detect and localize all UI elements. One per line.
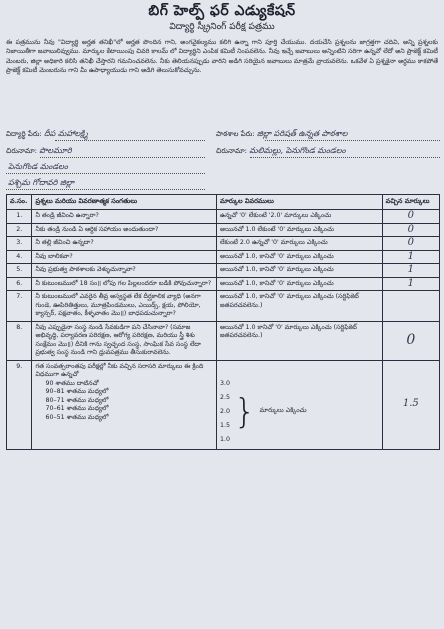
row-score: 1 xyxy=(382,250,439,264)
table-row xyxy=(7,237,440,251)
row-question: నీకు తండ్రి నుండి ఏ ఆర్థిక సహాయం అందుతుందా? xyxy=(32,223,216,237)
row-number: 3. xyxy=(7,237,32,251)
student-address-line3: పశ్చిమ గోదావరి జిల్లా xyxy=(8,178,75,187)
row-number: 6. xyxy=(7,277,32,291)
student-address-line2: పెనుగొండ మండలం xyxy=(8,162,68,171)
marks-scale-values xyxy=(220,377,230,447)
screening-table xyxy=(6,194,440,450)
row-marks-rule: అయినచో 1.0, కానిచో '0' మార్కులు ఎక్కించు xyxy=(216,277,382,291)
header-questions: ప్రశ్నలు మరియు వివరణాత్మక సంగతులు xyxy=(32,195,216,210)
row-number: 9. xyxy=(7,360,32,449)
grade-band: 80–71 శాతము మధ్యలో xyxy=(45,396,109,404)
row-marks-rule: అయినచో 1.0 లేకుంటే '0' మార్కులు ఎక్కించు xyxy=(216,223,382,237)
grade-band: 90–81 శాతము మధ్యలో xyxy=(45,388,109,395)
scale-value: 2.0 xyxy=(219,407,230,415)
row-marks-rule: మార్కులు ఎక్కించు xyxy=(259,407,307,415)
row-number: 4. xyxy=(7,250,32,264)
row-number: 8. xyxy=(7,321,32,360)
header-marks-details: మార్కుల వివరములు xyxy=(216,195,382,210)
row-marks-rule: అయినచో 1.0, కానిచో '0' మార్కులు ఎక్కించు xyxy=(216,264,382,278)
row-marks-rule: అయినచో 1.0, కానిచో '0' మార్కులు ఎక్కించు xyxy=(216,250,382,264)
student-address-line1: పొలమూరి xyxy=(39,146,72,155)
row-score: 0 xyxy=(382,321,439,360)
row-question: నీవు ప్రభుత్వ పాఠశాలకు వెళ్ళుచున్నావా? xyxy=(32,264,216,278)
student-address-dotline-2 xyxy=(6,173,205,174)
table-row xyxy=(7,277,440,291)
row-question-block xyxy=(32,360,216,449)
grade-band: 90 శాతము దాటినచో xyxy=(45,379,99,387)
row-marks-rule: ఉన్నచో '0' లేకుంటే '2.0' మార్కులు ఎక్కించు xyxy=(216,210,382,224)
row-number: 1. xyxy=(7,210,32,224)
grade-band: 60–51 శాతము మధ్యలో xyxy=(45,413,109,421)
form-title: బిగ్ హెల్ప్ ఫర్ ఎడ్యుకేషన్ xyxy=(148,3,296,19)
school-address-label: చిరునామా xyxy=(216,147,245,155)
instructions-paragraph: ఈ పత్రమును నీవు "విద్యార్థి అర్హత తనిఖీ"లో అర్హత పొందిన గాని, అంగవైకల్యము కలిగి ఉన్నా గాని పూర్తి చేయుము. దయచేసి ప్రశ్నలను జాగ్రత్తగా చదివి, అన్ని ప్రశ్నలకు నిజాయితీగా జవాబులివ్వుము. మార్కుల కేటాయింపు చివరి కాలమ్ లో విద్యార్థిని ఎంపిక కమిటీ నింపవలెను. నీవు ఇచ్చే జవాబులు అన్నింటిని సరిగా ఉన్నవో లేదో అని ప్రాజెక్ట్ కమిటీ మెంబరు, జిల్లా అధికారి కలిసి తనిఖీ చేస్తారని గమనించవలెను. నీకు తెలియనప్పుడు వారిని అడిగి సరియైన జవాబులు మాత్రమే వ్రాయవలెను. ఒకవేళ ఏ ప్రశ్నకైనా అర్థము కాకపోతే ప్రాజెక్ట్ కమిటీ మెంబరును గాని మీ ఉపాధ్యాయుడు గాని అడిగి తెలుసుకోవచ్చును. xyxy=(6,39,438,74)
table-row xyxy=(7,291,440,322)
table-header-row xyxy=(7,195,440,210)
row-marks-rule: అయినచో 1.0 కానిచో '0' మార్కులు ఎక్కించు (సర్టిఫికెట్ జతపరచవలెను.) xyxy=(216,321,382,360)
school-name-field: పాఠశాల పేరు: జిల్లా పరిషత్ ఉన్నత పాఠశాల xyxy=(216,129,348,138)
row-question: నీ తండ్రి జీవించి ఉన్నారా? xyxy=(32,210,216,224)
school-address-value: మలిమల్లు, పెనుగొండ మండలం xyxy=(249,146,346,155)
row-score: 1 xyxy=(382,264,439,278)
school-address-dotline xyxy=(250,157,440,158)
row-question: నీ కుటుంబములో ఎవరైన తీవ్ర అస్వస్థత లేక దీర్ఘకాలిక వ్యాధి (అనగా గుండె, ఊపిరితిత్తులు, మూత్రపిండములు, ఎయిడ్స్, క్షయ, పోలియో, క్యాన్సర్, పక్షవాతం, కీళ్ళవాతం మొ॥) బాధపడుచున్నారా? xyxy=(32,291,216,322)
table-row xyxy=(7,321,440,360)
grade-band: 70–61 శాతము మధ్యలో xyxy=(45,405,109,412)
row-question: నీవు ఎప్పుడైనా సంస్థ నుండి సేవకుడిగా పని చేసినావా? (సమాజ అభివృద్ధి, పర్యావరణ పరిరక్షణ, ఆరోగ్య పరిరక్షణ, మరియు స్త్రీ శిశు సంక్షేమం మొ॥) దీనికి గాను స్వచ్ఛంద సంస్థ, సాంఘిక సేవ సంస్థ లేదా ప్రభుత్వ సంస్థ నుండి గాని ధ్రువపత్రము తీసుకురావలెను. xyxy=(32,321,216,360)
student-address-field: చిరునామా: పొలమూరి xyxy=(6,146,72,155)
row-score: 1 xyxy=(382,277,439,291)
marks-scale xyxy=(220,363,379,447)
school-name-label: పాఠశాల పేరు xyxy=(216,130,253,138)
table-row xyxy=(7,250,440,264)
table-row xyxy=(7,264,440,278)
school-address-field: చిరునామా: మలిమల్లు, పెనుగొండ మండలం xyxy=(216,146,346,155)
form-subtitle: విద్యార్థి స్క్రీనింగ్ పరీక్ష పత్రము xyxy=(169,22,275,32)
row-number: 5. xyxy=(7,264,32,278)
table-row xyxy=(7,210,440,224)
student-address-dotline-1 xyxy=(40,157,205,158)
row-question: నీ తల్లి జీవించి ఉన్నదా? xyxy=(32,237,216,251)
table-row xyxy=(7,223,440,237)
student-name-line xyxy=(55,140,205,141)
school-name-line xyxy=(265,140,440,141)
row-score: 0 xyxy=(382,237,439,251)
row-marks-rule: లేకుంటే 2.0 ఉన్నచో '0' మార్కులు ఎక్కించు xyxy=(216,237,382,251)
student-address-dotline-3 xyxy=(6,189,205,190)
student-name-label: విద్యార్థి పేరు xyxy=(6,130,40,138)
row-score: 0 xyxy=(382,210,439,224)
brace-icon: } xyxy=(233,391,256,432)
student-name-value: దీప మహాలక్ష్మి xyxy=(43,129,88,138)
row-number: 7. xyxy=(7,291,32,322)
school-name-value: జిల్లా పరిషత్ ఉన్నత పాఠశాల xyxy=(256,129,348,138)
row-score: 1.5 xyxy=(382,360,439,449)
scale-value: 2.5 xyxy=(219,393,230,401)
row-question: గత సంవత్సరాంతపు పరీక్షల్లో నీకు వచ్చిన సరాసరి మార్కులు ఈ క్రింది విధముగా ఉన్నచో xyxy=(35,362,204,378)
row-number: 2. xyxy=(7,223,32,237)
scale-value: 3.0 xyxy=(219,379,230,387)
row-question: నీవు బాలికవా? xyxy=(32,250,216,264)
row-marks-scale xyxy=(216,360,382,449)
row-marks-rule: అయినచో 1.0, కానిచో '0' మార్కులు ఎక్కించు (సర్టిఫికెట్ జతపరచవలెను.) xyxy=(216,291,382,322)
row-score xyxy=(382,291,439,322)
header-marks-obtained: వచ్చిన మార్కులు xyxy=(382,195,439,210)
header-serial: వ.సం. xyxy=(7,195,32,210)
student-address-label: చిరునామా xyxy=(6,147,35,155)
scale-value: 1.5 xyxy=(219,421,230,429)
table-row xyxy=(7,360,440,449)
scale-value: 1.0 xyxy=(219,435,230,443)
student-name-field: విద్యార్థి పేరు: దీప మహాలక్ష్మి xyxy=(6,129,88,138)
row-score: 0 xyxy=(382,223,439,237)
row-question: నీ కుటుంబములో 18 సం॥ లోపు గల పిల్లలందరూ బడికి పోవుచున్నారా? xyxy=(32,277,216,291)
